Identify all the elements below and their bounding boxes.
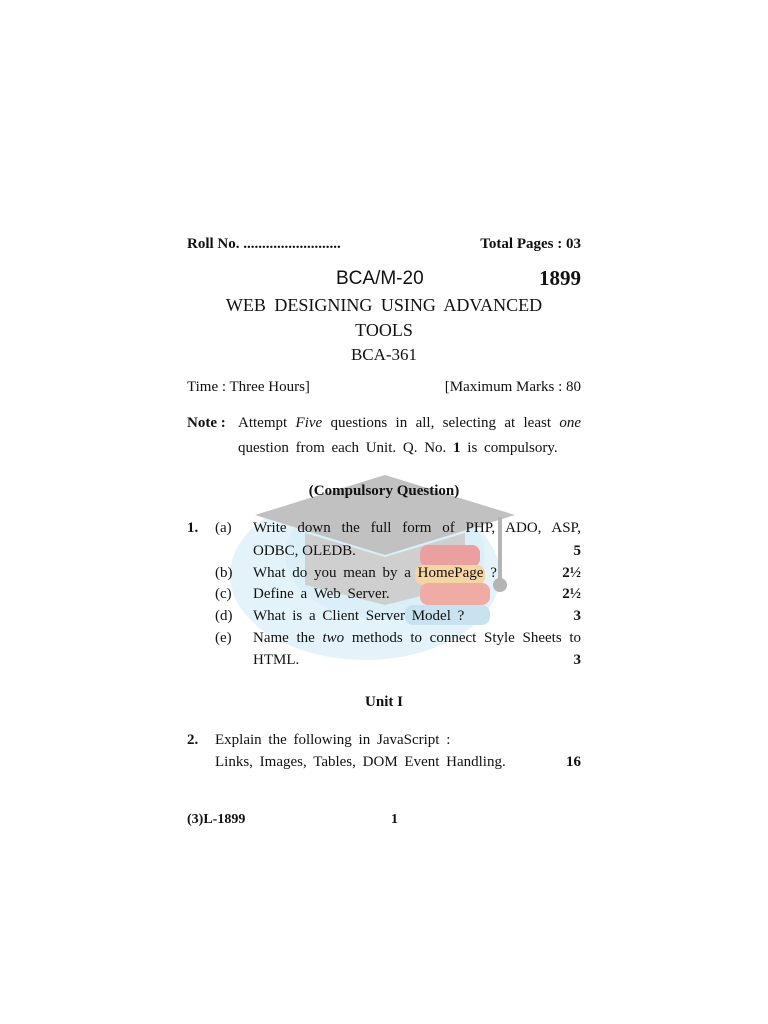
total-pages: Total Pages : 03 — [480, 236, 581, 252]
note-line2: question from each Unit. Q. No. 1 is compulsory. — [238, 440, 558, 456]
part-a-label: (a) — [215, 520, 232, 536]
maximum-marks: [Maximum Marks : 80 — [444, 379, 581, 395]
paper-title-line1: WEB DESIGNING USING ADVANCED — [225, 295, 543, 315]
paper-code: BCA/M-20 — [336, 268, 424, 289]
part-d-marks: 3 — [573, 608, 581, 624]
part-e-label: (e) — [215, 630, 232, 646]
question-2-marks: 16 — [566, 754, 581, 770]
part-d-label: (d) — [215, 608, 233, 624]
footer-code: (3)L-1899 — [187, 812, 246, 827]
part-a-text-line2: ODBC, OLEDB. — [253, 543, 356, 559]
unit-1-heading: Unit I — [365, 694, 403, 710]
page-number: 1 — [391, 812, 398, 827]
part-b-label: (b) — [215, 565, 233, 581]
part-a-text-line1: Write down the full form of PHP, ADO, ASP, — [253, 520, 581, 536]
part-b-text: What do you mean by a HomePage ? — [253, 565, 497, 581]
compulsory-heading: (Compulsory Question) — [308, 483, 460, 499]
course-code: BCA-361 — [350, 345, 418, 364]
question-2-text-line1: Explain the following in JavaScript : — [215, 732, 451, 748]
paper-number: 1899 — [539, 266, 581, 290]
exam-time: Time : Three Hours] — [187, 379, 310, 395]
part-e-text-line2: HTML. — [253, 652, 300, 668]
part-c-marks: 2½ — [562, 586, 581, 602]
part-a-marks: 5 — [573, 543, 581, 559]
note-label: Note : — [187, 415, 226, 431]
part-d-text: What is a Client Server Model ? — [253, 608, 465, 624]
part-c-text: Define a Web Server. — [253, 586, 390, 602]
roll-number: Roll No. .......................... — [187, 236, 341, 252]
question-1-number: 1. — [187, 520, 199, 536]
part-e-marks: 3 — [573, 652, 581, 668]
question-2-number: 2. — [187, 732, 199, 748]
note-line1: Attempt Five questions in all, selecting at least one — [238, 415, 582, 431]
part-c-label: (c) — [215, 586, 232, 602]
part-b-marks: 2½ — [562, 565, 581, 581]
part-e-text-line1: Name the two methods to connect Style Sheets to — [253, 630, 581, 646]
paper-title-line2: TOOLS — [355, 320, 413, 340]
question-2-text-line2: Links, Images, Tables, DOM Event Handling. — [215, 754, 506, 770]
